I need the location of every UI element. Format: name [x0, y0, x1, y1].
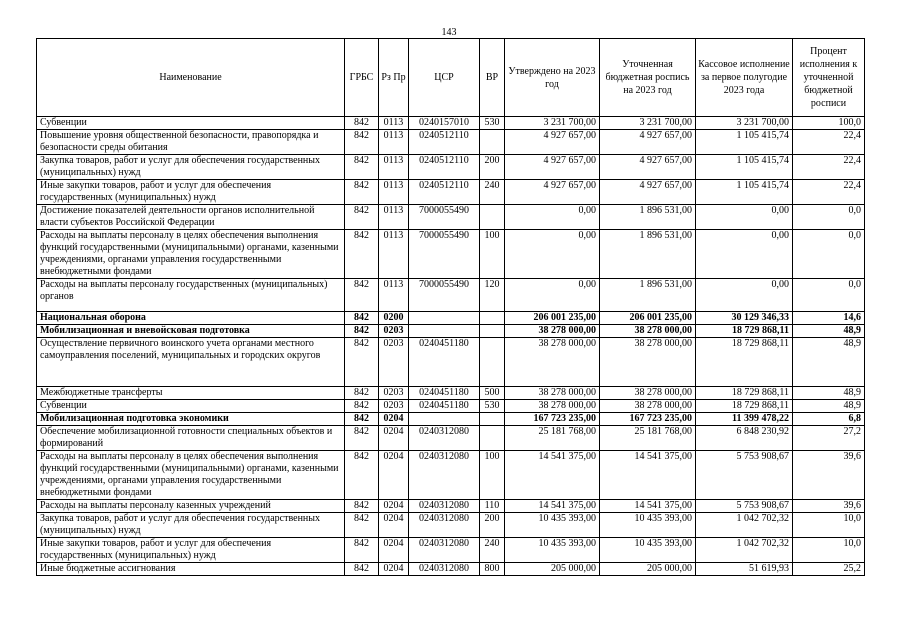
cell-rzpr: 0203 [379, 400, 409, 413]
table-body [37, 117, 865, 576]
cell-csr: 0240512110 [409, 155, 480, 180]
cell-name: Национальная оборона [37, 312, 345, 325]
cell-approved: 38 278 000,00 [505, 325, 600, 338]
cell-name: Субвенции [37, 117, 345, 130]
cell-refined: 3 231 700,00 [600, 117, 696, 130]
cell-csr: 0240312080 [409, 563, 480, 576]
cell-csr: 0240312080 [409, 538, 480, 563]
table-row [37, 155, 865, 180]
cell-executed: 6 848 230,92 [696, 426, 793, 451]
cell-rzpr: 0113 [379, 279, 409, 312]
cell-refined: 205 000,00 [600, 563, 696, 576]
table-row [37, 563, 865, 576]
cell-vr: 240 [480, 180, 505, 205]
table-row [37, 130, 865, 155]
header-row [37, 39, 865, 117]
header-csr: ЦСР [409, 39, 480, 117]
table-row [37, 538, 865, 563]
cell-vr: 110 [480, 500, 505, 513]
cell-csr: 7000055490 [409, 205, 480, 230]
cell-csr: 0240451180 [409, 338, 480, 387]
cell-approved: 4 927 657,00 [505, 155, 600, 180]
cell-vr: 100 [480, 230, 505, 279]
cell-percent: 25,2 [793, 563, 865, 576]
cell-refined: 206 001 235,00 [600, 312, 696, 325]
cell-rzpr: 0113 [379, 155, 409, 180]
cell-name: Расходы на выплаты персоналу в целях обеспечения выполнения функций государственными (муниципальными) органами, казенными учреждениями, органами управления государственными внебюджетными фондами [37, 451, 345, 500]
cell-percent: 48,9 [793, 387, 865, 400]
cell-csr: 0240451180 [409, 387, 480, 400]
cell-name: Повышение уровня общественной безопасности, правопорядка и безопасности среды обитания [37, 130, 345, 155]
cell-approved: 206 001 235,00 [505, 312, 600, 325]
cell-csr: 0240512110 [409, 180, 480, 205]
table-row [37, 338, 865, 387]
table-row [37, 387, 865, 400]
cell-refined: 38 278 000,00 [600, 387, 696, 400]
cell-rzpr: 0113 [379, 230, 409, 279]
cell-approved: 0,00 [505, 279, 600, 312]
cell-grbs: 842 [345, 325, 379, 338]
cell-percent: 39,6 [793, 451, 865, 500]
cell-name: Расходы на выплаты персоналу в целях обеспечения выполнения функций государственными (муниципальными) органами, казенными учреждениями, органами управления государственными внебюджетными фондами [37, 230, 345, 279]
cell-refined: 1 896 531,00 [600, 279, 696, 312]
table-row [37, 500, 865, 513]
cell-executed: 0,00 [696, 205, 793, 230]
cell-rzpr: 0113 [379, 117, 409, 130]
cell-grbs: 842 [345, 117, 379, 130]
cell-approved: 14 541 375,00 [505, 500, 600, 513]
table-row [37, 413, 865, 426]
cell-executed: 3 231 700,00 [696, 117, 793, 130]
cell-name: Мобилизационная и вневойсковая подготовка [37, 325, 345, 338]
cell-approved: 25 181 768,00 [505, 426, 600, 451]
cell-vr: 530 [480, 117, 505, 130]
cell-executed: 1 042 702,32 [696, 513, 793, 538]
cell-percent: 0,0 [793, 205, 865, 230]
cell-approved: 14 541 375,00 [505, 451, 600, 500]
cell-grbs: 842 [345, 205, 379, 230]
cell-approved: 0,00 [505, 205, 600, 230]
cell-rzpr: 0203 [379, 338, 409, 387]
cell-vr: 500 [480, 387, 505, 400]
cell-refined: 14 541 375,00 [600, 500, 696, 513]
cell-percent: 6,8 [793, 413, 865, 426]
cell-rzpr: 0203 [379, 325, 409, 338]
cell-approved: 3 231 700,00 [505, 117, 600, 130]
cell-executed: 18 729 868,11 [696, 338, 793, 387]
cell-name: Закупка товаров, работ и услуг для обеспечения государственных (муниципальных) нужд [37, 513, 345, 538]
cell-vr: 530 [480, 400, 505, 413]
cell-vr: 100 [480, 451, 505, 500]
cell-vr: 120 [480, 279, 505, 312]
cell-percent: 39,6 [793, 500, 865, 513]
cell-rzpr: 0204 [379, 413, 409, 426]
cell-refined: 4 927 657,00 [600, 130, 696, 155]
budget-table [36, 38, 865, 576]
cell-executed: 1 105 415,74 [696, 155, 793, 180]
cell-approved: 38 278 000,00 [505, 400, 600, 413]
cell-csr: 0240312080 [409, 426, 480, 451]
cell-refined: 10 435 393,00 [600, 538, 696, 563]
cell-rzpr: 0113 [379, 130, 409, 155]
cell-percent: 0,0 [793, 230, 865, 279]
cell-executed: 30 129 346,33 [696, 312, 793, 325]
cell-grbs: 842 [345, 426, 379, 451]
header-vr: ВР [480, 39, 505, 117]
cell-vr: 200 [480, 155, 505, 180]
header-name: Наименование [37, 39, 345, 117]
cell-name: Осуществление первичного воинского учета органами местного самоуправления поселений, муниципальных и городских округов [37, 338, 345, 387]
cell-approved: 38 278 000,00 [505, 338, 600, 387]
table-row [37, 513, 865, 538]
cell-name: Межбюджетные трансферты [37, 387, 345, 400]
cell-rzpr: 0204 [379, 451, 409, 500]
cell-grbs: 842 [345, 513, 379, 538]
cell-approved: 10 435 393,00 [505, 538, 600, 563]
table-row [37, 117, 865, 130]
table-row [37, 451, 865, 500]
header-percent: Процент исполнения к уточненной бюджетной росписи [793, 39, 865, 117]
cell-rzpr: 0204 [379, 500, 409, 513]
cell-percent: 10,0 [793, 538, 865, 563]
cell-percent: 22,4 [793, 155, 865, 180]
cell-refined: 25 181 768,00 [600, 426, 696, 451]
cell-csr: 0240451180 [409, 400, 480, 413]
cell-name: Иные бюджетные ассигнования [37, 563, 345, 576]
cell-approved: 4 927 657,00 [505, 130, 600, 155]
cell-rzpr: 0204 [379, 426, 409, 451]
cell-csr [409, 312, 480, 325]
cell-vr [480, 338, 505, 387]
table-row [37, 205, 865, 230]
header-grbs: ГРБС [345, 39, 379, 117]
cell-executed: 51 619,93 [696, 563, 793, 576]
cell-vr: 800 [480, 563, 505, 576]
cell-name: Мобилизационная подготовка экономики [37, 413, 345, 426]
cell-grbs: 842 [345, 500, 379, 513]
cell-executed: 11 399 478,22 [696, 413, 793, 426]
cell-executed: 0,00 [696, 279, 793, 312]
cell-refined: 1 896 531,00 [600, 230, 696, 279]
cell-csr: 0240312080 [409, 513, 480, 538]
cell-grbs: 842 [345, 413, 379, 426]
cell-grbs: 842 [345, 387, 379, 400]
cell-refined: 4 927 657,00 [600, 180, 696, 205]
cell-vr [480, 413, 505, 426]
cell-percent: 14,6 [793, 312, 865, 325]
cell-csr: 0240512110 [409, 130, 480, 155]
cell-grbs: 842 [345, 312, 379, 325]
cell-executed: 5 753 908,67 [696, 451, 793, 500]
cell-csr: 0240312080 [409, 451, 480, 500]
cell-executed: 18 729 868,11 [696, 325, 793, 338]
cell-percent: 48,9 [793, 400, 865, 413]
cell-grbs: 842 [345, 400, 379, 413]
cell-rzpr: 0113 [379, 180, 409, 205]
cell-name: Расходы на выплаты персоналу казенных учреждений [37, 500, 345, 513]
header-refined: Уточненная бюджетная роспись на 2023 год [600, 39, 696, 117]
table-row [37, 325, 865, 338]
cell-grbs: 842 [345, 155, 379, 180]
cell-vr [480, 325, 505, 338]
cell-csr [409, 413, 480, 426]
cell-csr: 0240312080 [409, 500, 480, 513]
cell-rzpr: 0200 [379, 312, 409, 325]
cell-percent: 48,9 [793, 325, 865, 338]
cell-executed: 0,00 [696, 230, 793, 279]
cell-csr: 7000055490 [409, 230, 480, 279]
cell-refined: 4 927 657,00 [600, 155, 696, 180]
cell-refined: 38 278 000,00 [600, 338, 696, 387]
cell-grbs: 842 [345, 451, 379, 500]
cell-approved: 167 723 235,00 [505, 413, 600, 426]
cell-rzpr: 0204 [379, 513, 409, 538]
cell-grbs: 842 [345, 338, 379, 387]
cell-percent: 27,2 [793, 426, 865, 451]
cell-vr [480, 205, 505, 230]
cell-approved: 4 927 657,00 [505, 180, 600, 205]
cell-vr: 200 [480, 513, 505, 538]
cell-grbs: 842 [345, 563, 379, 576]
cell-executed: 5 753 908,67 [696, 500, 793, 513]
cell-name: Обеспечение мобилизационной готовности специальных объектов и формирований [37, 426, 345, 451]
cell-percent: 100,0 [793, 117, 865, 130]
cell-vr [480, 426, 505, 451]
table-row [37, 400, 865, 413]
cell-csr: 0240157010 [409, 117, 480, 130]
cell-name: Иные закупки товаров, работ и услуг для обеспечения государственных (муниципальных) нужд [37, 538, 345, 563]
cell-rzpr: 0204 [379, 563, 409, 576]
cell-grbs: 842 [345, 130, 379, 155]
cell-refined: 38 278 000,00 [600, 400, 696, 413]
cell-approved: 10 435 393,00 [505, 513, 600, 538]
cell-executed: 1 105 415,74 [696, 130, 793, 155]
cell-csr [409, 325, 480, 338]
cell-grbs: 842 [345, 538, 379, 563]
cell-rzpr: 0113 [379, 205, 409, 230]
cell-vr [480, 130, 505, 155]
cell-approved: 205 000,00 [505, 563, 600, 576]
cell-grbs: 842 [345, 230, 379, 279]
cell-vr [480, 312, 505, 325]
table-row [37, 230, 865, 279]
cell-rzpr: 0203 [379, 387, 409, 400]
cell-name: Достижение показателей деятельности органов исполнительной власти субъектов Российской Федерации [37, 205, 345, 230]
header-rzpr: Рз Пр [379, 39, 409, 117]
cell-name: Субвенции [37, 400, 345, 413]
cell-grbs: 842 [345, 180, 379, 205]
cell-vr: 240 [480, 538, 505, 563]
cell-approved: 0,00 [505, 230, 600, 279]
cell-executed: 18 729 868,11 [696, 387, 793, 400]
cell-name: Расходы на выплаты персоналу государственных (муниципальных) органов [37, 279, 345, 312]
cell-percent: 0,0 [793, 279, 865, 312]
cell-name: Иные закупки товаров, работ и услуг для обеспечения государственных (муниципальных) нужд [37, 180, 345, 205]
cell-percent: 22,4 [793, 130, 865, 155]
cell-rzpr: 0204 [379, 538, 409, 563]
cell-refined: 167 723 235,00 [600, 413, 696, 426]
header-approved: Утверждено на 2023 год [505, 39, 600, 117]
cell-percent: 22,4 [793, 180, 865, 205]
cell-refined: 38 278 000,00 [600, 325, 696, 338]
cell-executed: 1 042 702,32 [696, 538, 793, 563]
page-number: 143 [441, 27, 457, 38]
cell-executed: 18 729 868,11 [696, 400, 793, 413]
table-row [37, 312, 865, 325]
cell-percent: 48,9 [793, 338, 865, 387]
cell-approved: 38 278 000,00 [505, 387, 600, 400]
cell-executed: 1 105 415,74 [696, 180, 793, 205]
cell-refined: 1 896 531,00 [600, 205, 696, 230]
cell-refined: 14 541 375,00 [600, 451, 696, 500]
cell-percent: 10,0 [793, 513, 865, 538]
table-row [37, 426, 865, 451]
cell-csr: 7000055490 [409, 279, 480, 312]
header-executed: Кассовое исполнение за первое полугодие 2023 года [696, 39, 793, 117]
cell-name: Закупка товаров, работ и услуг для обеспечения государственных (муниципальных) нужд [37, 155, 345, 180]
cell-refined: 10 435 393,00 [600, 513, 696, 538]
table-row [37, 180, 865, 205]
cell-grbs: 842 [345, 279, 379, 312]
table-row [37, 279, 865, 312]
